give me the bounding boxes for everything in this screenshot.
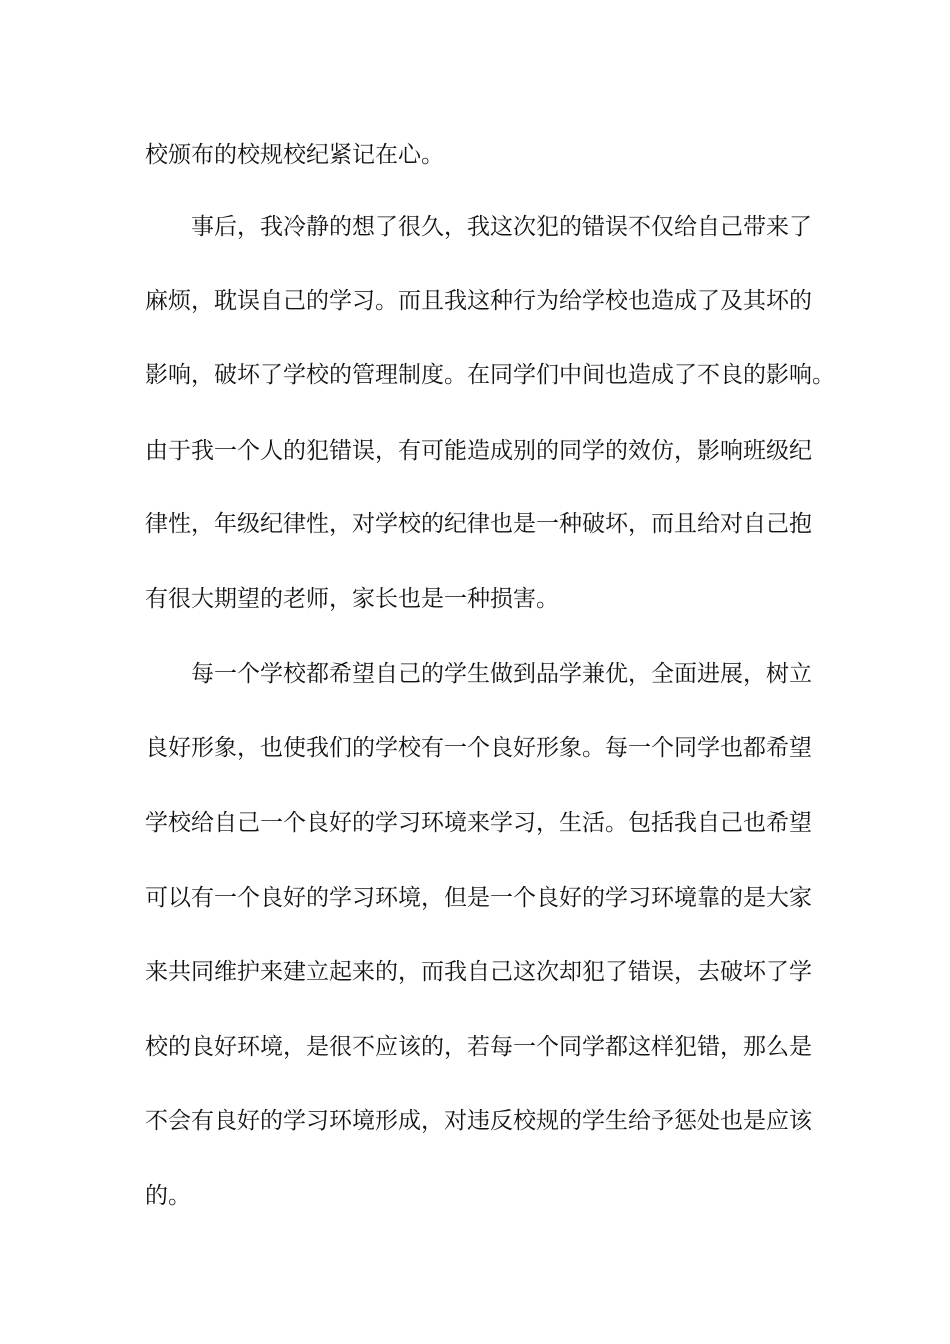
text-line-14: 不会有良好的学习环境形成，对违反校规的学生给予惩处也是应该 bbox=[145, 1108, 812, 1134]
text-line-7: 有很大期望的老师，家长也是一种损害。 bbox=[145, 586, 559, 612]
text-line-6: 律性，年级纪律性，对学校的纪律也是一种破坏，而且给对自己抱 bbox=[145, 511, 812, 537]
text-line-11: 可以有一个良好的学习环境，但是一个良好的学习环境靠的是大家 bbox=[145, 885, 812, 911]
text-line-13: 校的良好环境，是很不应该的，若每一个同学都这样犯错，那么是 bbox=[145, 1034, 812, 1060]
text-line-3: 麻烦，耽误自己的学习。而且我这种行为给学校也造成了及其坏的 bbox=[145, 288, 812, 314]
text-line-9: 良好形象，也使我们的学校有一个良好形象。每一个同学也都希望 bbox=[145, 735, 812, 761]
text-line-12: 来共同维护来建立起来的，而我自己这次却犯了错误，去破坏了学 bbox=[145, 959, 812, 985]
text-line-5: 由于我一个人的犯错误，有可能造成别的同学的效仿，影响班级纪 bbox=[145, 438, 812, 464]
text-line-8: 每一个学校都希望自己的学生做到品学兼优，全面进展，树立 bbox=[191, 661, 812, 687]
text-line-4: 影响，破坏了学校的管理制度。在同学们中间也造成了不良的影响。 bbox=[145, 362, 835, 388]
text-line-2: 事后，我冷静的想了很久，我这次犯的错误不仅给自己带来了 bbox=[191, 214, 812, 240]
text-line-1: 校颁布的校规校纪紧记在心。 bbox=[145, 142, 444, 168]
text-line-10: 学校给自己一个良好的学习环境来学习，生活。包括我自己也希望 bbox=[145, 810, 812, 836]
text-line-15: 的。 bbox=[145, 1183, 191, 1209]
